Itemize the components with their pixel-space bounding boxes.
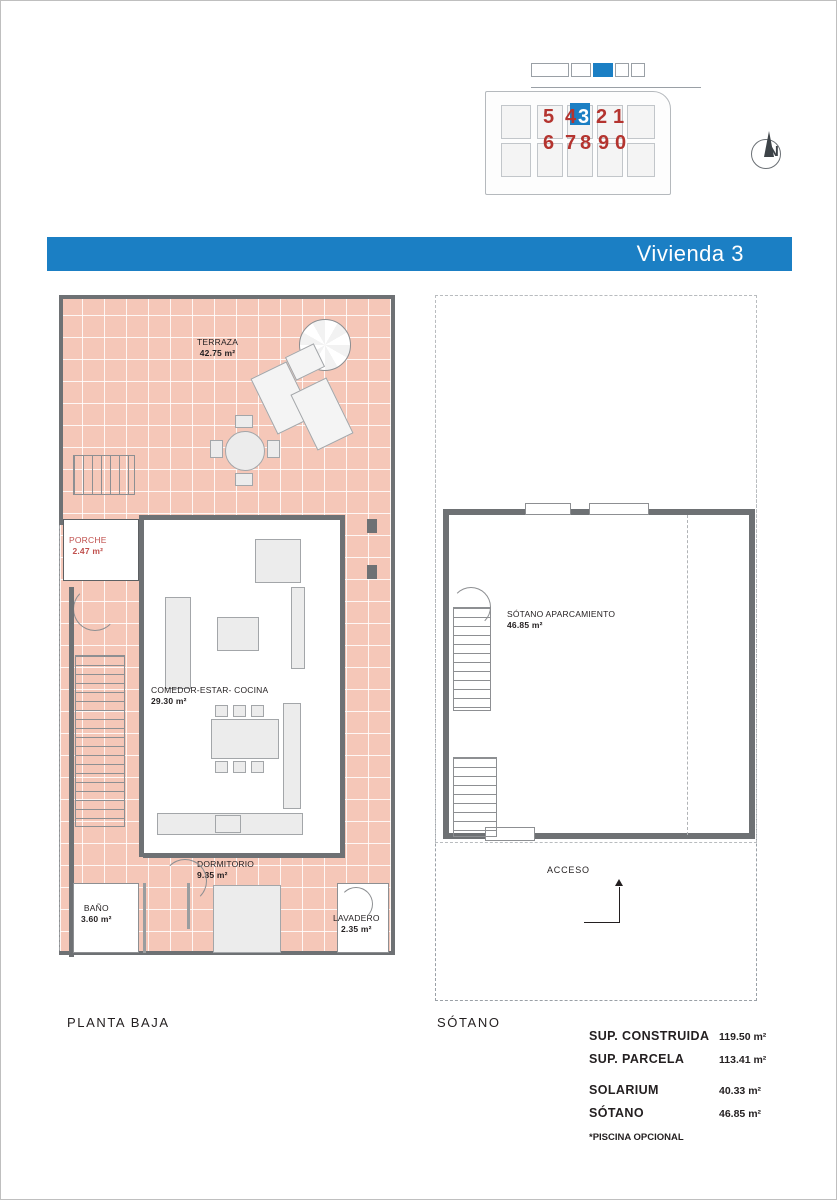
armchair <box>255 539 301 583</box>
basement-guide-line <box>687 515 688 835</box>
key-unit-1[interactable]: 1 <box>613 106 625 128</box>
room-label-terraza <box>197 337 238 358</box>
compass-north-label: N <box>768 143 779 160</box>
summary-spacer <box>589 1075 809 1083</box>
room-label-sotano-aparcamiento <box>507 609 615 630</box>
wall-left-upper <box>59 295 63 525</box>
summary-value-parcela: 113.41 m² <box>719 1054 767 1066</box>
site-key-map <box>479 53 709 213</box>
ground-floor-caption: PLANTA BAJA <box>67 1015 170 1030</box>
key-unit-0[interactable]: 0 <box>615 132 627 154</box>
legend-segment-1 <box>531 63 569 77</box>
wall-partition <box>143 883 146 953</box>
outdoor-chair <box>210 440 223 458</box>
key-unit-9[interactable]: 9 <box>598 132 610 154</box>
acceso-arrow-stem <box>619 887 620 923</box>
wall-partition <box>187 883 190 929</box>
key-map-legend-bar <box>531 63 681 77</box>
room-area-salon: 29.30 m² <box>151 695 187 706</box>
room-name-dormitorio: DORMITORIO <box>197 859 255 869</box>
key-unit-8[interactable]: 8 <box>580 132 592 154</box>
basement-opening <box>589 503 649 515</box>
summary-value-sotano: 46.85 m² <box>719 1108 762 1120</box>
ground-floor-plan <box>47 287 397 977</box>
summary-label-sotano: SÓTANO <box>589 1106 644 1120</box>
summary-row <box>589 1106 809 1120</box>
summary-label-construida: SUP. CONSTRUIDA <box>589 1029 710 1043</box>
key-unit-3[interactable]: 3 <box>578 106 590 128</box>
acceso-arrow-base <box>584 922 620 923</box>
wall-pier <box>367 519 377 533</box>
room-area-porche: 2.47 m² <box>72 545 104 556</box>
door-swing <box>339 887 373 921</box>
basement-wall-right <box>749 509 755 839</box>
basement-caption: SÓTANO <box>437 1015 501 1030</box>
key-unit-6[interactable]: 6 <box>543 132 555 154</box>
key-block <box>627 143 655 177</box>
outdoor-chair <box>235 415 253 428</box>
wall-bedroom-top <box>143 853 345 858</box>
wall-interior-top <box>143 515 345 520</box>
exterior-steps <box>73 455 135 495</box>
sofa <box>165 597 191 689</box>
dining-chair <box>251 705 264 717</box>
door-swing <box>451 587 491 627</box>
key-block <box>501 143 531 177</box>
room-name-salon: COMEDOR-ESTAR- COCINA <box>151 685 269 695</box>
key-map-plan <box>479 87 679 207</box>
area-summary <box>589 1029 809 1143</box>
room-name-lavadero: LAVADERO <box>333 913 380 923</box>
summary-note: *PISCINA OPCIONAL <box>589 1132 684 1143</box>
room-area-bano: 3.60 m² <box>81 913 112 924</box>
room-name-bano: BAÑO <box>83 903 109 913</box>
summary-row <box>589 1083 809 1097</box>
key-unit-5[interactable]: 5 <box>543 106 555 128</box>
dining-chair <box>233 761 246 773</box>
room-area-dormitorio: 9.35 m² <box>197 869 228 880</box>
key-unit-4[interactable]: 4 <box>565 106 577 128</box>
dining-chair <box>215 761 228 773</box>
key-unit-2[interactable]: 2 <box>596 106 608 128</box>
page-title: Vivienda 3 <box>636 241 744 266</box>
unit-title-bar <box>47 237 792 271</box>
key-block <box>501 105 531 139</box>
basement-opening <box>525 503 571 515</box>
outdoor-table <box>225 431 265 471</box>
wall-interior-right <box>340 515 345 857</box>
summary-label-parcela: SUP. PARCELA <box>589 1052 685 1066</box>
dining-table <box>211 719 279 759</box>
basement-ramp-steps <box>453 757 497 837</box>
kitchen-counter <box>283 703 301 809</box>
compass-icon <box>749 131 785 175</box>
interior-staircase <box>75 655 125 827</box>
legend-segment-5 <box>631 63 645 77</box>
outdoor-chair <box>235 473 253 486</box>
room-name-terraza: TERRAZA <box>197 337 239 347</box>
summary-value-construida: 119.50 m² <box>719 1031 767 1043</box>
key-block <box>627 105 655 139</box>
summary-row <box>589 1029 809 1043</box>
cooktop <box>215 815 241 833</box>
room-name-sotano: SÓTANO APARCAMIENTO <box>507 609 616 619</box>
door-swing <box>163 859 207 903</box>
wall-right <box>391 295 395 955</box>
basement-plan <box>429 287 759 1007</box>
room-label-porche <box>69 535 107 556</box>
legend-segment-2 <box>571 63 591 77</box>
room-area-sotano: 46.85 m² <box>507 619 543 630</box>
summary-value-solarium: 40.33 m² <box>719 1085 762 1097</box>
acceso-arrow-head <box>615 879 623 886</box>
room-name-porche: PORCHE <box>69 535 107 545</box>
legend-segment-4 <box>615 63 629 77</box>
room-label-bano <box>81 903 112 924</box>
key-unit-7[interactable]: 7 <box>565 132 577 154</box>
wall-pier <box>367 565 377 579</box>
door-swing <box>73 587 117 631</box>
summary-label-solarium: SOLARIUM <box>589 1083 659 1097</box>
outdoor-chair <box>267 440 280 458</box>
bed <box>213 885 281 953</box>
room-area-lavadero: 2.35 m² <box>340 923 372 934</box>
tv-unit <box>291 587 305 669</box>
room-area-terraza: 42.75 m² <box>199 347 236 358</box>
coffee-table <box>217 617 259 651</box>
annotation-acceso: ACCESO <box>547 865 590 875</box>
wall-top <box>59 295 395 299</box>
wall-interior-left <box>139 515 144 857</box>
room-label-salon <box>151 685 268 706</box>
dining-chair <box>233 705 246 717</box>
dining-chair <box>251 761 264 773</box>
legend-segment-highlight <box>593 63 613 77</box>
dining-chair <box>215 705 228 717</box>
summary-row <box>589 1052 809 1066</box>
